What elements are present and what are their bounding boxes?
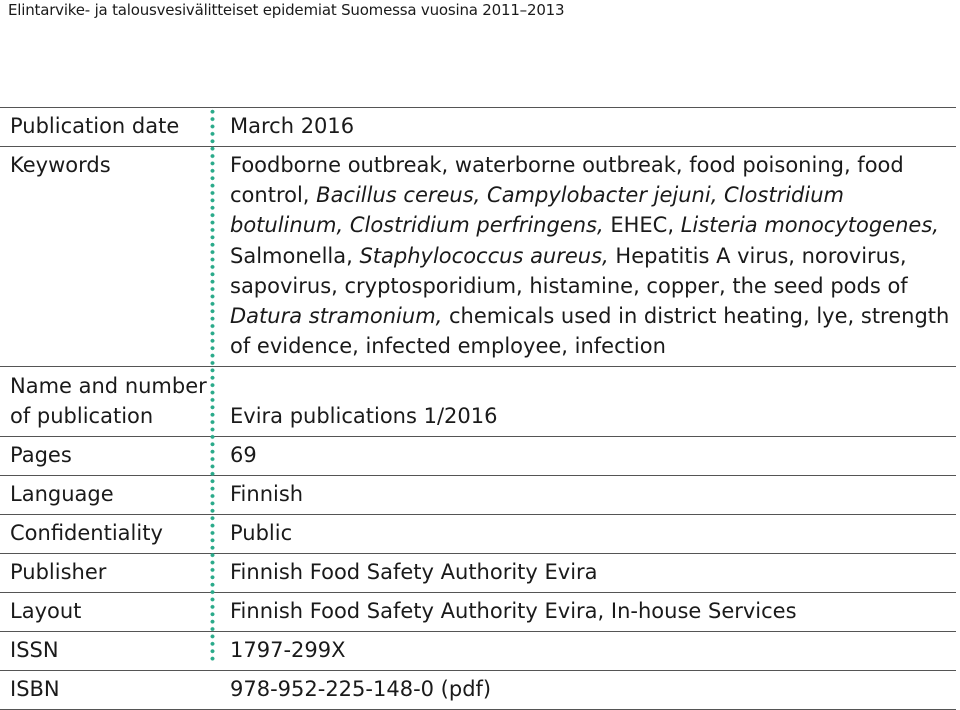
keywords-italic-part: Listeria monocytogenes, xyxy=(680,213,939,238)
keywords-part: Hepatitis A virus, norovirus, sapovirus, cryptosporidium, histamine, copper, the seed pods of xyxy=(230,243,908,298)
row-isbn xyxy=(0,671,956,710)
label-isbn: ISBN xyxy=(0,671,220,710)
label-publisher: Publisher xyxy=(0,554,220,593)
keywords-part: Salmonella, xyxy=(230,243,360,268)
row-layout xyxy=(0,593,956,632)
row-name-and-number xyxy=(0,367,956,437)
label-name-line2: of publication xyxy=(10,404,154,429)
label-layout: Layout xyxy=(0,593,220,632)
value-publication-date: March 2016 xyxy=(220,108,956,147)
row-pages xyxy=(0,437,956,476)
label-name-and-number xyxy=(0,367,220,437)
keywords-italic-part: Datura stramonium, xyxy=(230,304,443,329)
row-confidentiality xyxy=(0,515,956,554)
row-issn xyxy=(0,632,956,671)
value-keywords xyxy=(220,147,956,367)
label-publication-date: Publication date xyxy=(0,108,220,147)
publication-metadata-table xyxy=(0,107,956,710)
row-publication-date xyxy=(0,108,956,147)
label-issn: ISSN xyxy=(0,632,220,671)
keywords-part: Foodborne outbreak, waterborne outbreak, food poisoning, food control, xyxy=(230,153,904,208)
value-confidentiality: Public xyxy=(220,515,956,554)
value-issn: 1797-299X xyxy=(220,632,956,671)
value-isbn: 978-952-225-148-0 (pdf) xyxy=(220,671,956,710)
value-name-and-number: Evira publications 1/2016 xyxy=(220,367,956,437)
keywords-part: chemicals used in district heating, lye, strength of evidence, infected employee, infection xyxy=(230,304,950,359)
value-language: Finnish xyxy=(220,476,956,515)
row-keywords xyxy=(0,147,956,367)
keywords-italic-part: Bacillus cereus, Campylobacter jejuni, Clostridium botulinum, Clostridium perfringens, xyxy=(230,183,844,238)
keywords-part: EHEC, xyxy=(603,213,681,238)
label-pages: Pages xyxy=(0,437,220,476)
row-publisher xyxy=(0,554,956,593)
label-name-line1: Name and number xyxy=(10,374,207,399)
keywords-italic-part: Staphylococcus aureus, xyxy=(359,243,609,268)
value-pages: 69 xyxy=(220,437,956,476)
value-layout: Finnish Food Safety Authority Evira, In-house Services xyxy=(220,593,956,632)
running-header: Elintarvike- ja talousvesivälitteiset epidemiat Suomessa vuosina 2011–2013 xyxy=(8,1,565,19)
value-publisher: Finnish Food Safety Authority Evira xyxy=(220,554,956,593)
label-language: Language xyxy=(0,476,220,515)
label-confidentiality: Confidentiality xyxy=(0,515,220,554)
label-keywords: Keywords xyxy=(0,147,220,367)
dotted-column-divider xyxy=(210,108,215,663)
row-language xyxy=(0,476,956,515)
